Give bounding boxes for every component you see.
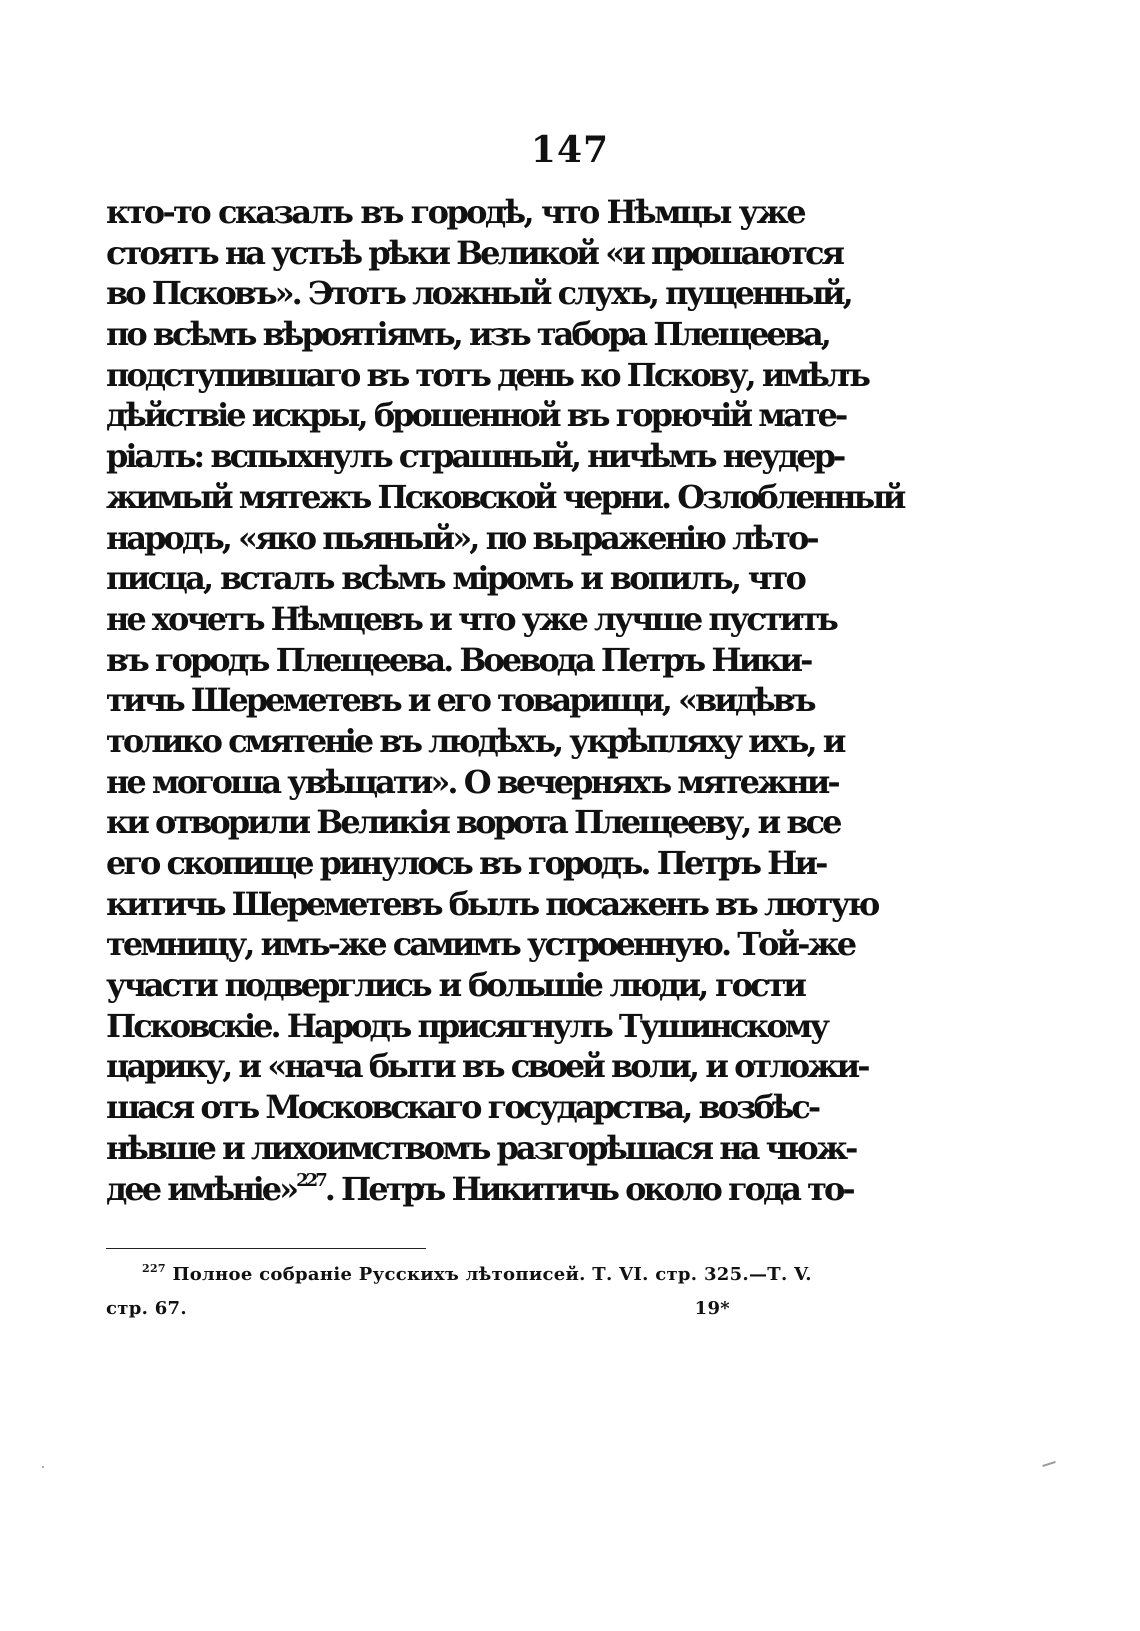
footnote bbox=[106, 1258, 812, 1326]
text-line: китичь Шереметевъ былъ посаженъ въ лютую bbox=[106, 884, 878, 923]
body-text bbox=[106, 192, 904, 1209]
text-line-last bbox=[106, 1169, 853, 1210]
text-line: Псковскіе. Народъ присягнулъ Тушинскому bbox=[106, 1006, 827, 1045]
signature-mark: 19* bbox=[694, 1298, 730, 1319]
footnote-reference[interactable]: 227 bbox=[296, 1169, 325, 1191]
page-number: 147 bbox=[530, 129, 610, 171]
text-segment: дее имѣніе» bbox=[106, 1169, 297, 1208]
text-line: писца, всталъ всѣмъ міромъ и вопилъ, что bbox=[106, 559, 804, 598]
text-line: темницу, имъ-же самимъ устроенную. Той-же bbox=[106, 925, 855, 964]
text-line: участи подверглись и большіе люди, гости bbox=[106, 966, 804, 1005]
text-line: не могоша увѣщати». О вечерняхъ мятежни- bbox=[106, 762, 838, 801]
scan-speck bbox=[1042, 1461, 1056, 1467]
text-line: кто-то сказалъ въ городѣ, что Нѣмцы уже bbox=[106, 193, 804, 231]
text-line: въ городъ Плещеева. Воевода Петръ Ники- bbox=[106, 640, 811, 679]
footnote-text: Полное собраніе Русскихъ лѣтописей. Т. VI. стр. 325.—Т. V. bbox=[172, 1264, 812, 1285]
text-line: стоятъ на устьѣ рѣки Великой «и прошаются bbox=[106, 233, 843, 272]
text-line: шася отъ Московскаго государства, возбѣс- bbox=[106, 1088, 819, 1127]
footnote-divider bbox=[106, 1248, 426, 1249]
text-line: не хочетъ Нѣмцевъ и что уже лучше пустить bbox=[106, 599, 836, 638]
text-line: по всѣмъ вѣроятіямъ, изъ табора Плещеева, bbox=[106, 315, 829, 354]
text-segment: . Петръ Никитичь около года то- bbox=[324, 1169, 853, 1208]
text-line: нѣвше и лихоимствомъ разгорѣшася на чюж- bbox=[106, 1128, 856, 1167]
text-line: жимый мятежъ Псковской черни. Озлобленный bbox=[106, 477, 904, 516]
text-line: подступившаго въ тотъ день ко Пскову, имѣлъ bbox=[106, 355, 868, 394]
text-line: во Псковъ». Этотъ ложный слухъ, пущенный, bbox=[106, 274, 851, 313]
footnote-line bbox=[106, 1292, 804, 1326]
footnote-number: 227 bbox=[142, 1262, 166, 1275]
text-line: народъ, «яко пьяный», по выраженію лѣто- bbox=[106, 518, 817, 557]
footnote-text: стр. 67. bbox=[106, 1298, 187, 1319]
text-line: тичь Шереметевъ и его товарищи, «видѣвъ bbox=[106, 681, 814, 720]
footnote-line bbox=[106, 1258, 812, 1292]
text-line: его скопище ринулось въ городъ. Петръ Ни- bbox=[106, 844, 826, 882]
text-line: царику, и «нача быти въ своей воли, и отложи- bbox=[106, 1047, 868, 1086]
scan-speck bbox=[42, 1466, 44, 1468]
text-line: ки отворили Великія ворота Плещееву, и все bbox=[106, 803, 840, 842]
text-line: толико смятеніе въ людѣхъ, укрѣпляху ихъ, и bbox=[106, 721, 844, 760]
text-line: ріалъ: вспыхнулъ страшный, ничѣмъ неудер- bbox=[106, 437, 844, 476]
text-line: дѣйствіе искры, брошенной въ горючій мате- bbox=[106, 396, 846, 435]
